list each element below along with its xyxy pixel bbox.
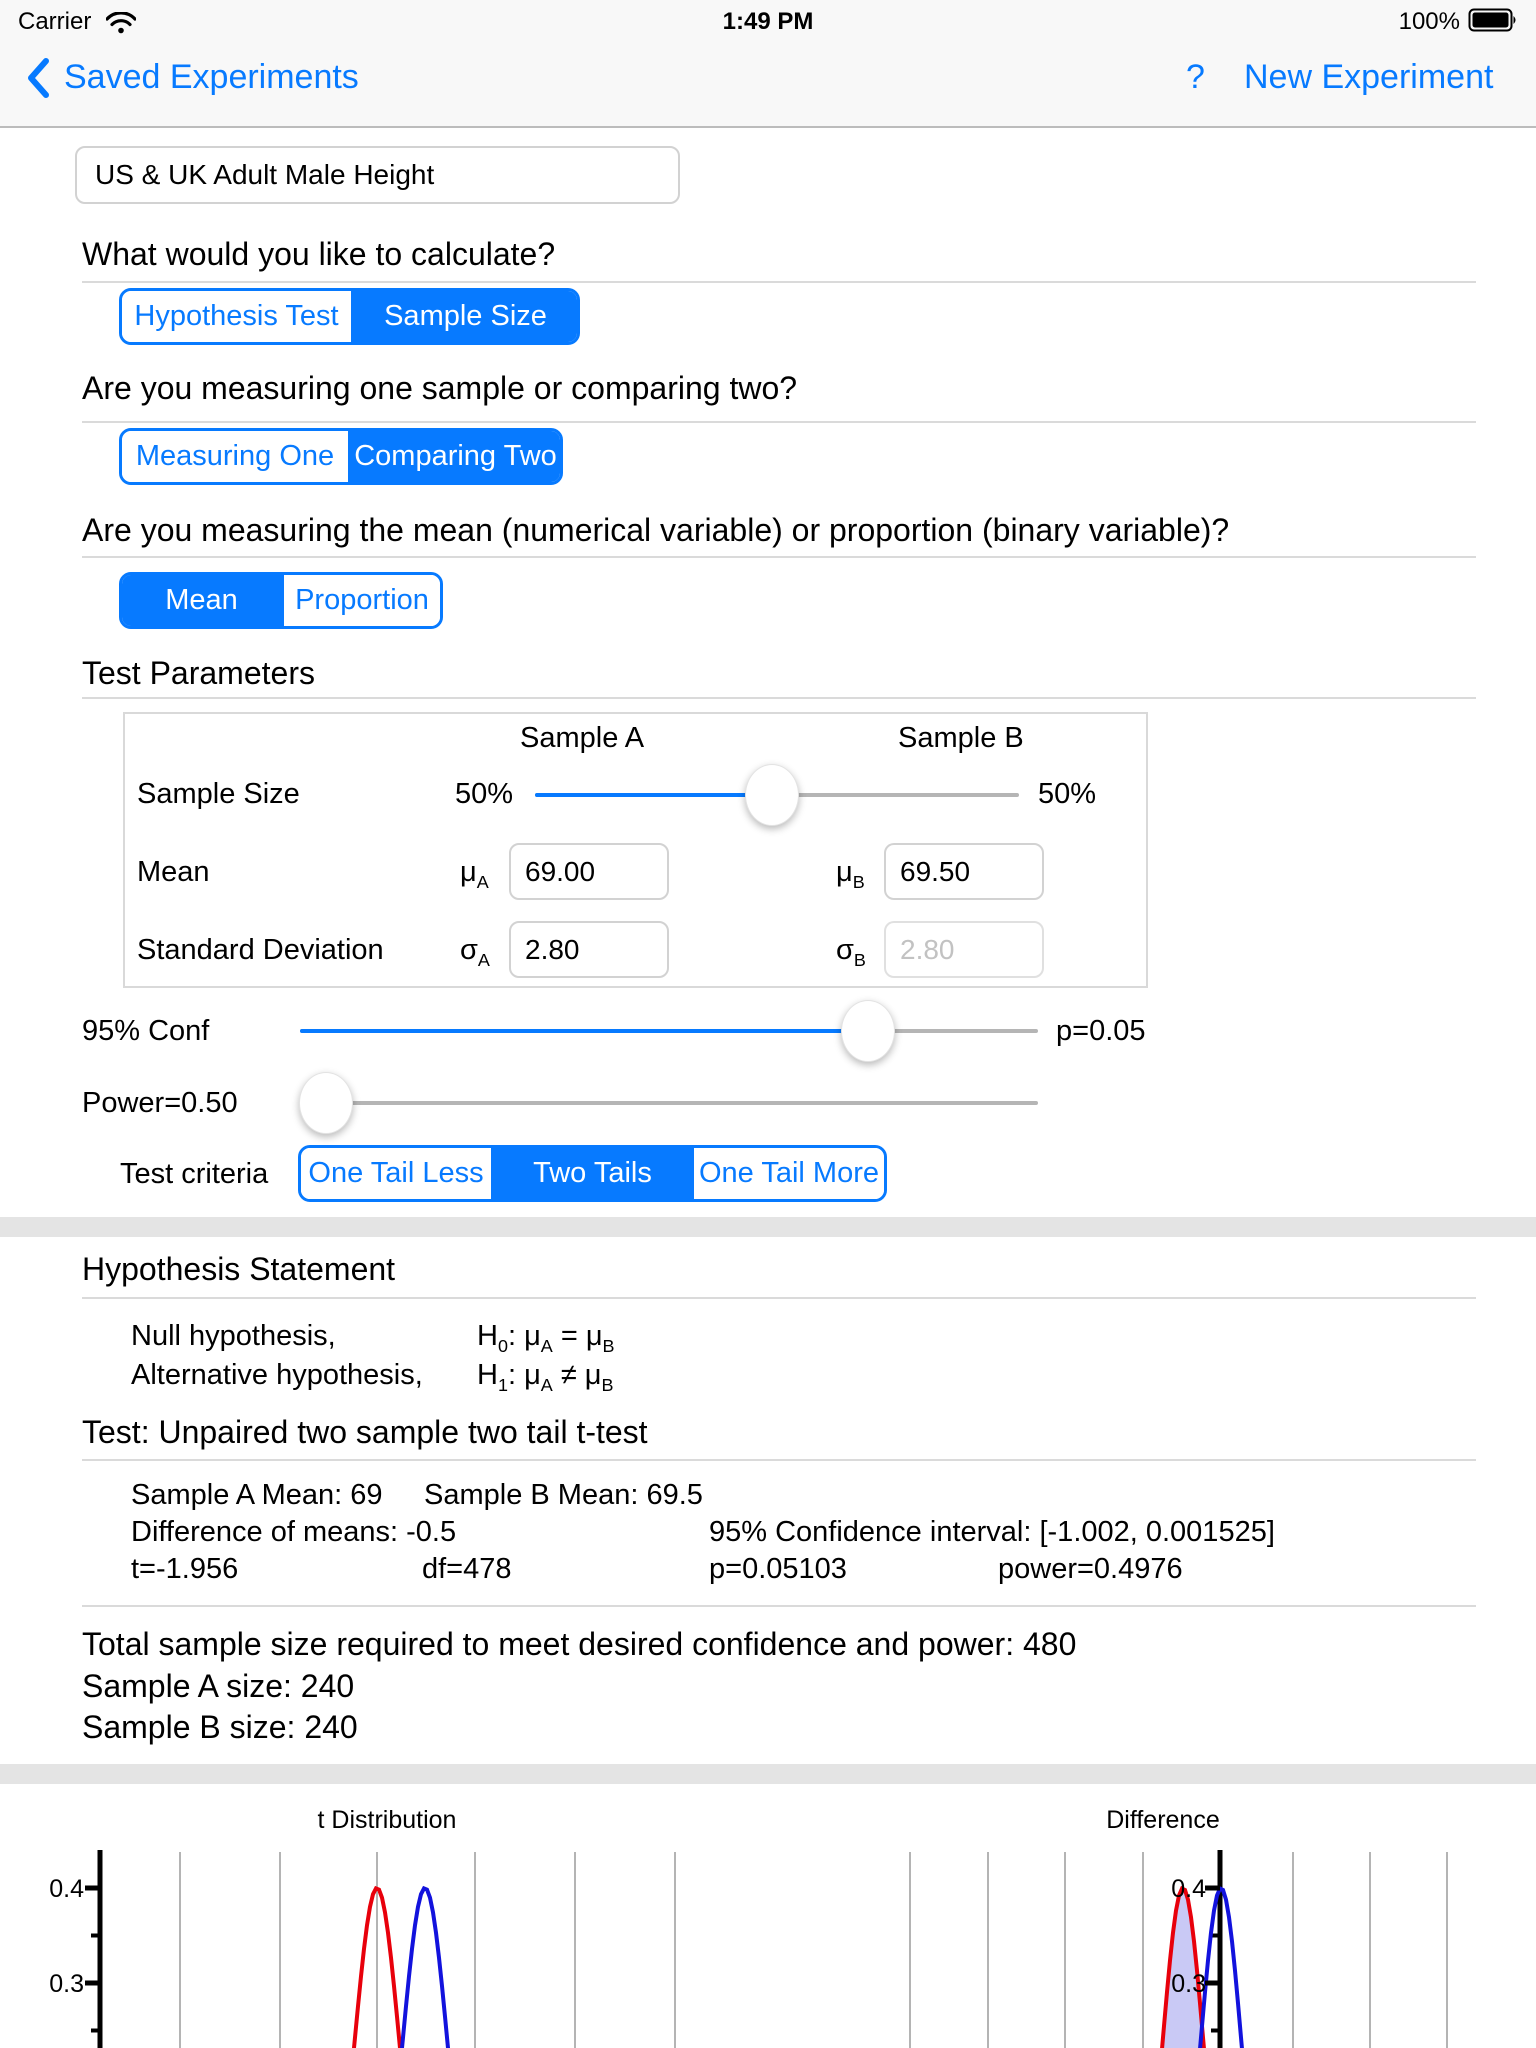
divider xyxy=(82,1459,1476,1461)
alt-hypothesis-label: Alternative hypothesis, xyxy=(131,1359,423,1391)
sigma-b-symbol: $\sigma_B$ xyxy=(836,934,866,970)
mu-a-symbol: $\mu_A$ xyxy=(460,856,489,892)
clock: 1:49 PM xyxy=(722,8,814,35)
sample-b-mean-result: Sample B Mean: 69.5 xyxy=(424,1479,703,1511)
sample-size-right-value: 50% xyxy=(1038,778,1097,810)
difference-chart-title: Difference xyxy=(1106,1806,1220,1834)
slider-active-track xyxy=(300,1029,868,1033)
top-chrome xyxy=(0,0,1536,128)
null-hypothesis-formula: $H_0$: $\mu_A = \mu_B$ xyxy=(477,1320,615,1356)
sample-size-slider[interactable] xyxy=(535,765,1019,825)
divider xyxy=(82,421,1476,423)
null-hypothesis-label: Null hypothesis, xyxy=(131,1320,336,1352)
sigma-a-symbol: $\sigma_A$ xyxy=(460,934,490,970)
power-label: Power=0.50 xyxy=(82,1087,238,1119)
power-result: power=0.4976 xyxy=(998,1553,1183,1585)
mean-b-input[interactable]: 69.50 xyxy=(884,843,1044,900)
experiment-name-input[interactable]: US & UK Adult Male Height xyxy=(75,146,680,204)
question-calculate: What would you like to calculate? xyxy=(82,236,556,272)
segment-option-sample-size[interactable]: Sample Size xyxy=(351,291,577,342)
segment-option-one-tail-less[interactable]: One Tail Less xyxy=(301,1148,491,1199)
power-slider[interactable] xyxy=(300,1073,1038,1133)
test-heading: Test: Unpaired two sample two tail t-test xyxy=(82,1414,648,1450)
slider-active-track xyxy=(535,793,772,797)
variable-segmented-control[interactable] xyxy=(119,572,443,629)
svg-text:0.4: 0.4 xyxy=(49,1875,84,1903)
test-criteria-label: Test criteria xyxy=(120,1158,269,1190)
total-sample-size-text: Total sample size required to meet desired confidence and power: 480 xyxy=(82,1626,1077,1662)
sample-b-size-text: Sample B size: 240 xyxy=(82,1709,358,1745)
new-experiment-button[interactable]: New Experiment xyxy=(1244,58,1494,96)
divider xyxy=(82,1297,1476,1299)
charts-canvas xyxy=(0,1784,1536,2048)
segment-option-proportion[interactable]: Proportion xyxy=(281,575,440,626)
question-variable: Are you measuring the mean (numerical variable) or proportion (binary variable)? xyxy=(82,512,1230,548)
p-value-label: p=0.05 xyxy=(1056,1015,1146,1047)
column-header-sample-a: Sample A xyxy=(520,722,645,754)
segment-option-one-tail-more[interactable]: One Tail More xyxy=(691,1148,884,1199)
test-parameters-heading: Test Parameters xyxy=(82,655,315,691)
help-button[interactable]: ? xyxy=(1186,58,1205,96)
back-button[interactable]: Saved Experiments xyxy=(64,58,359,96)
question-compare: Are you measuring one sample or comparing two? xyxy=(82,370,798,406)
column-header-sample-b: Sample B xyxy=(898,722,1024,754)
segment-option-mean[interactable]: Mean xyxy=(122,575,281,626)
battery-percent: 100% xyxy=(1398,8,1460,35)
divider xyxy=(82,556,1476,558)
mean-a-input[interactable]: 69.00 xyxy=(509,843,669,900)
back-chevron-icon[interactable] xyxy=(26,58,50,98)
std-b-input[interactable]: 2.80 xyxy=(884,921,1044,978)
confidence-slider[interactable] xyxy=(300,1001,1038,1061)
slider-thumb[interactable] xyxy=(299,1072,353,1134)
hypothesis-heading: Hypothesis Statement xyxy=(82,1251,396,1287)
df-result: df=478 xyxy=(422,1553,512,1585)
battery-icon xyxy=(1468,8,1518,32)
alt-hypothesis-formula: $H_1$: $\mu_A \ne \mu_B$ xyxy=(477,1359,614,1395)
confidence-interval-result: 95% Confidence interval: [-1.002, 0.001525] xyxy=(709,1516,1275,1548)
segment-option-comparing-two[interactable]: Comparing Two xyxy=(348,431,560,482)
t-value-result: t=-1.956 xyxy=(131,1553,239,1585)
divider xyxy=(82,697,1476,699)
slider-thumb[interactable] xyxy=(745,764,799,826)
p-value-result: p=0.05103 xyxy=(709,1553,847,1585)
svg-text:0.3: 0.3 xyxy=(1171,1970,1206,1998)
std-label: Standard Deviation xyxy=(137,934,384,966)
criteria-segmented-control[interactable] xyxy=(298,1145,887,1202)
t-distribution-chart-title: t Distribution xyxy=(317,1806,457,1834)
sample-size-left-value: 50% xyxy=(455,778,514,810)
std-a-input[interactable]: 2.80 xyxy=(509,921,669,978)
section-divider-band xyxy=(0,1217,1536,1237)
section-divider-band xyxy=(0,1764,1536,1784)
carrier-label: Carrier xyxy=(18,8,92,35)
divider xyxy=(82,281,1476,283)
calculate-segmented-control[interactable] xyxy=(119,288,580,345)
compare-segmented-control[interactable] xyxy=(119,428,563,485)
confidence-label: 95% Conf xyxy=(82,1015,210,1047)
slider-track[interactable] xyxy=(300,1101,1038,1105)
svg-text:0.3: 0.3 xyxy=(49,1970,84,1998)
svg-text:0.4: 0.4 xyxy=(1171,1875,1206,1903)
segment-option-two-tails[interactable]: Two Tails xyxy=(491,1148,691,1199)
segment-option-hypothesis-test[interactable]: Hypothesis Test xyxy=(122,291,351,342)
divider xyxy=(82,1605,1476,1607)
slider-thumb[interactable] xyxy=(841,1000,895,1062)
sample-a-mean-result: Sample A Mean: 69 xyxy=(131,1479,383,1511)
diff-of-means-result: Difference of means: -0.5 xyxy=(131,1516,457,1548)
mean-label: Mean xyxy=(137,856,210,888)
segment-option-measuring-one[interactable]: Measuring One xyxy=(122,431,348,482)
mu-b-symbol: $\mu_B$ xyxy=(836,856,865,892)
sample-size-label: Sample Size xyxy=(137,778,300,810)
sample-a-size-text: Sample A size: 240 xyxy=(82,1668,355,1704)
